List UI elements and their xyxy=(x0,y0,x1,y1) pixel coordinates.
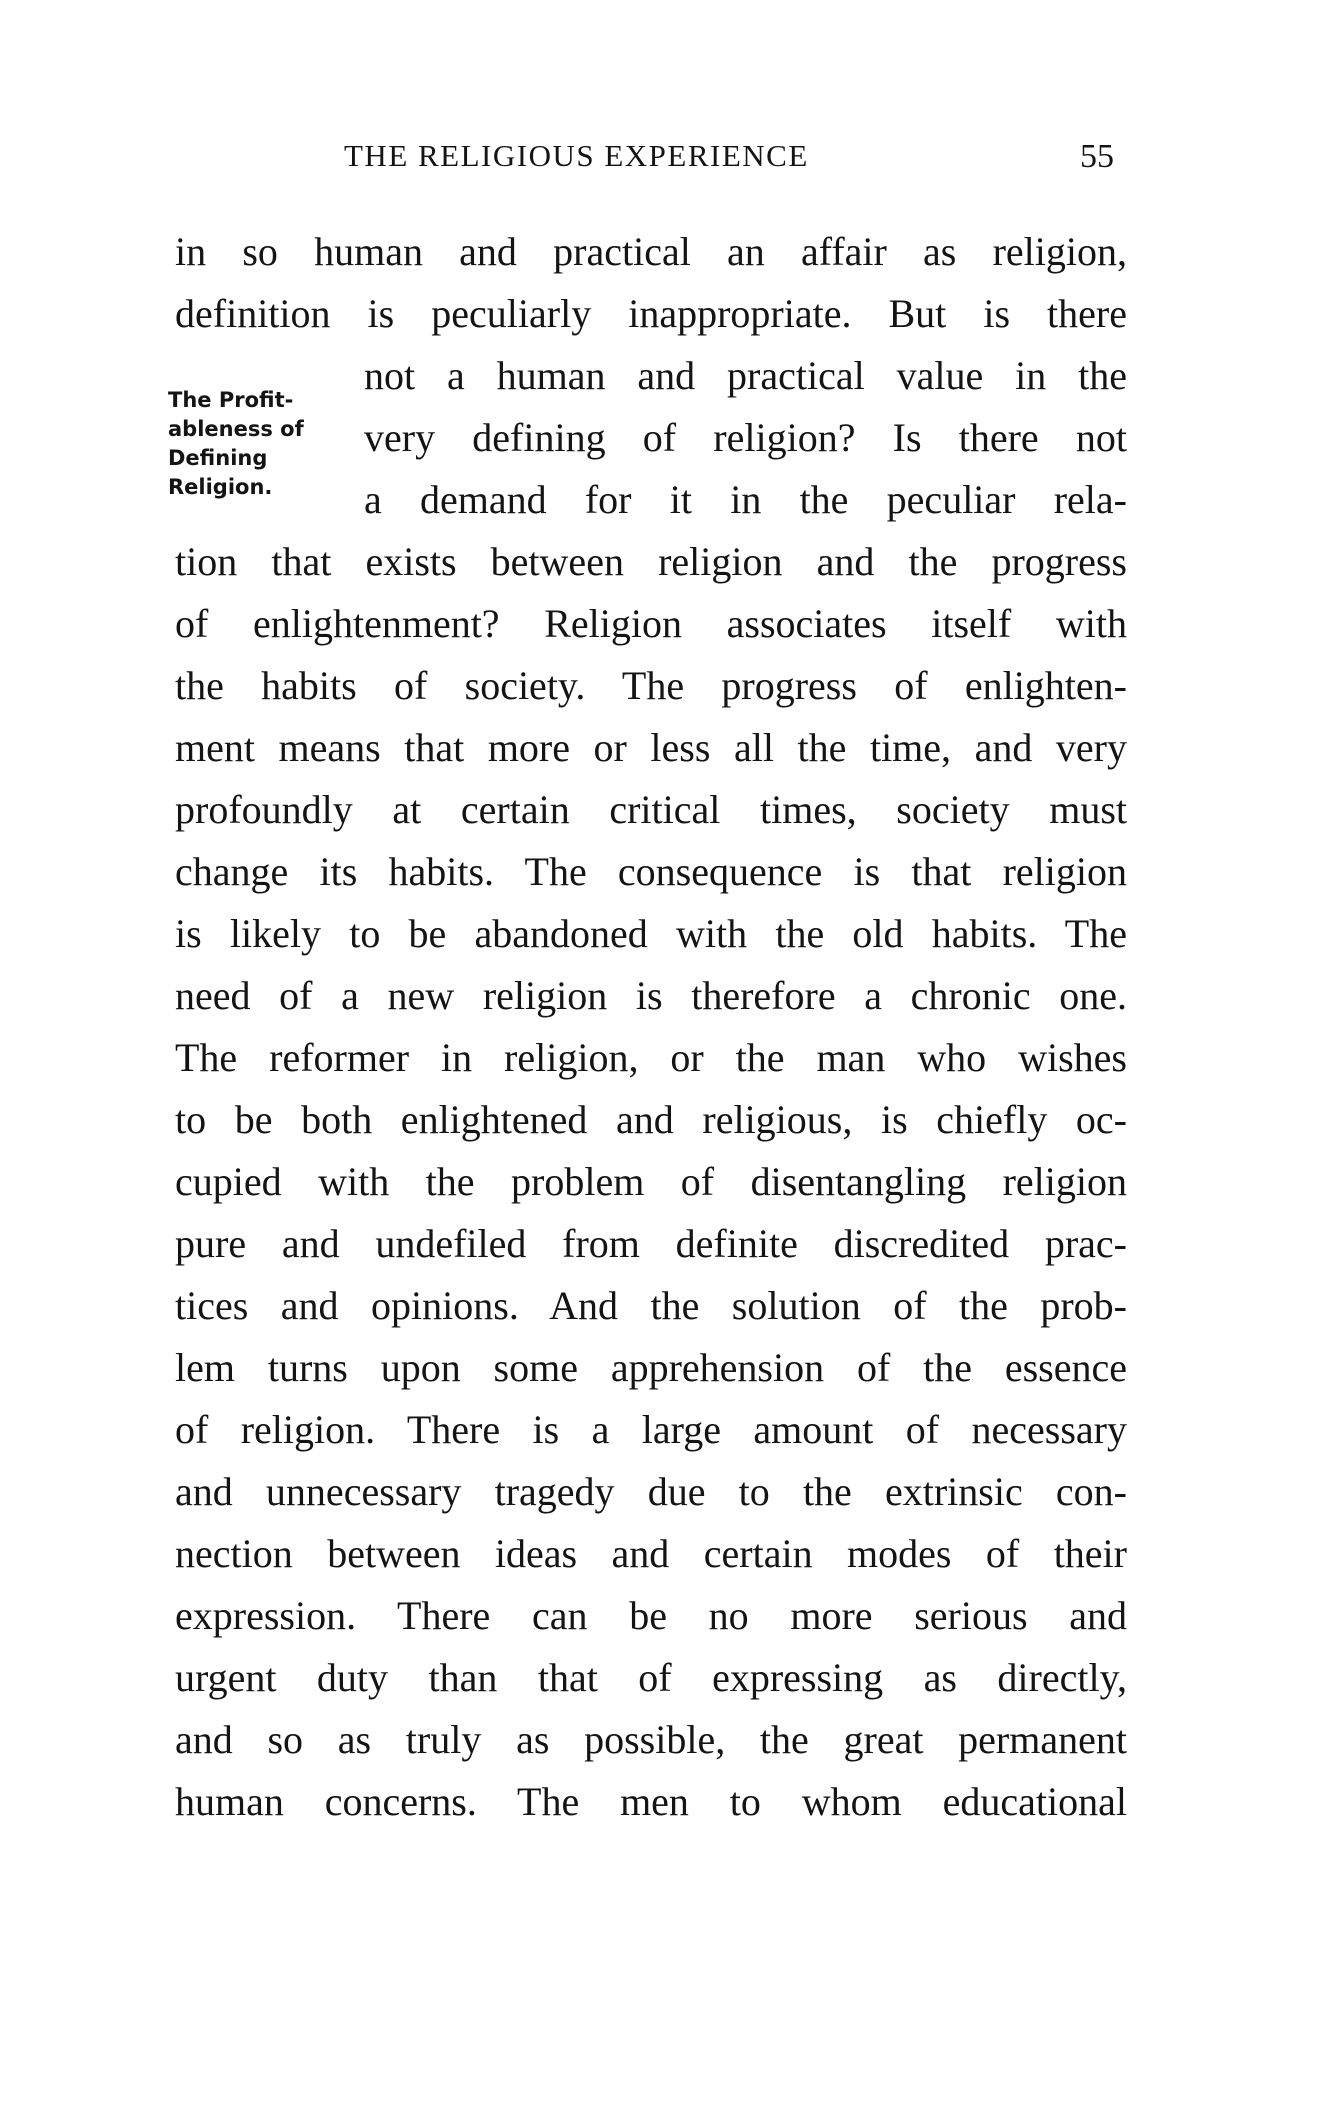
text-line: tion that exists between religion and the progress xyxy=(175,539,1127,584)
text-line: definition is peculiarly inappropriate. But is there xyxy=(175,291,1127,336)
text-line: ment means that more or less all the time, and very xyxy=(175,725,1127,770)
margin-note-line: ableness of xyxy=(168,417,304,441)
text-line: expression. There can be no more serious and xyxy=(175,1593,1127,1638)
text-line: cupied with the problem of disentangling religion xyxy=(175,1159,1127,1204)
margin-note xyxy=(168,386,328,502)
running-title: THE RELIGIOUS EXPERIENCE xyxy=(344,138,809,173)
text-line: nection between ideas and certain modes of their xyxy=(175,1531,1127,1576)
text-line: human concerns. The men to whom educational xyxy=(175,1779,1127,1824)
text-line: and unnecessary tragedy due to the extrinsic con- xyxy=(175,1469,1127,1514)
text-line: the habits of society. The progress of enlighten- xyxy=(175,663,1127,708)
text-line: a demand for it in the peculiar rela- xyxy=(364,477,1127,522)
text-line: tices and opinions. And the solution of the prob- xyxy=(175,1283,1127,1328)
text-line: urgent duty than that of expressing as directly, xyxy=(175,1655,1127,1700)
page-number: 55 xyxy=(1080,138,1114,175)
margin-note-line: Defining xyxy=(168,446,268,470)
text-line: very defining of religion? Is there not xyxy=(364,415,1127,460)
text-line: need of a new religion is therefore a chronic one. xyxy=(175,973,1127,1018)
text-line: lem turns upon some apprehension of the essence xyxy=(175,1345,1127,1390)
running-head xyxy=(344,138,1114,182)
text-line: profoundly at certain critical times, society must xyxy=(175,787,1127,832)
text-line: and so as truly as possible, the great permanent xyxy=(175,1717,1127,1762)
margin-note-line: The Profit- xyxy=(168,388,294,412)
text-line: of enlightenment? Religion associates itself with xyxy=(175,601,1127,646)
text-line: to be both enlightened and religious, is chiefly oc- xyxy=(175,1097,1127,1142)
text-line: change its habits. The consequence is that religion xyxy=(175,849,1127,894)
text-line: pure and undefiled from definite discredited prac- xyxy=(175,1221,1127,1266)
text-line: of religion. There is a large amount of necessary xyxy=(175,1407,1127,1452)
text-line: in so human and practical an affair as religion, xyxy=(175,229,1127,274)
text-line: not a human and practical value in the xyxy=(364,353,1127,398)
text-line: is likely to be abandoned with the old habits. The xyxy=(175,911,1127,956)
text-line: The reformer in religion, or the man who wishes xyxy=(175,1035,1127,1080)
margin-note-line: Religion. xyxy=(168,475,273,499)
